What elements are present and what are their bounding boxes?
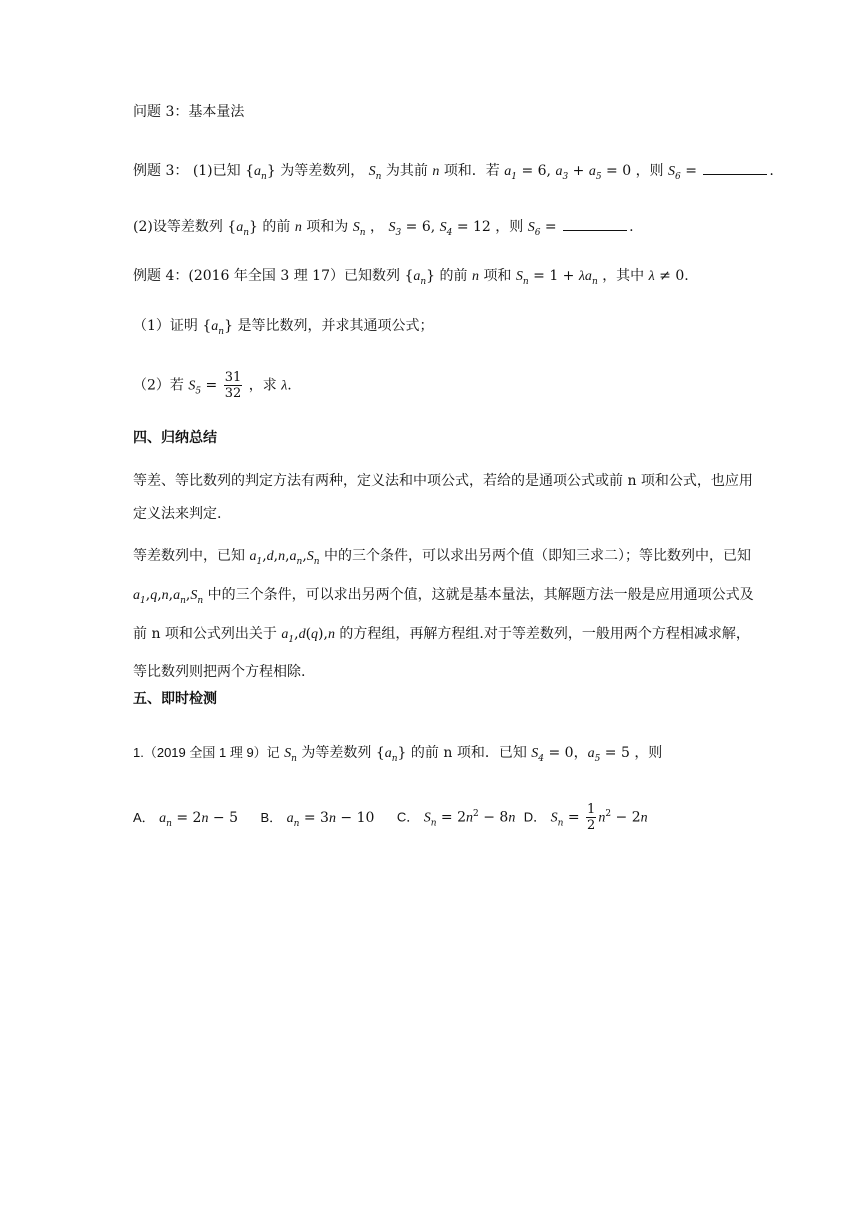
option-a[interactable]: A． $a_n = 2n - 5$	[133, 809, 239, 829]
quiz-options	[133, 802, 666, 833]
example3-part1: 例题 3： (1)已知 $\{a_n\}$ 为等差数列， $S_n$ 为其前 n 项和．若 $a_1 = 6$, $a_3 + a_5 = 0$ ，则 $S_6$ = .	[133, 160, 774, 187]
example4-q1: （1）证明 $\{a_n\}$ 是等比数列，并求其通项公式；	[133, 318, 434, 337]
option-d[interactable]: D． $S_n$ = $\frac{1}{2}$ $n^2 - 2n$	[523, 802, 648, 833]
problem3-heading: 问题 3：基本量法	[133, 104, 245, 120]
option-b[interactable]: B． $a_n = 3n - 10$	[260, 809, 375, 829]
quiz-question-1: 1.（2019 全国 1 理 9）记 $S_n$ 为等差数列 $\{a_n\}$ 的前 n 项和．已知 $S_4 = 0$，$a_5 = 5$ ，则	[133, 745, 663, 764]
fraction: $\frac{31}{32}$	[224, 370, 242, 401]
answer-blank	[703, 160, 767, 175]
example3-part2: (2)设等差数列 $\{a_n\}$ 的前 n 项和为 $S_n$ ， $S_3 = 6$, $S_4 = 12$ ，则 $S_6$ = .	[133, 216, 634, 243]
option-c[interactable]: C． $S_n = 2n^2 - 8n$	[396, 808, 516, 829]
section4-title: 四、归纳总结	[133, 430, 217, 446]
section5-title: 五、即时检测	[133, 691, 217, 707]
fraction: $\frac{1}{2}$	[587, 802, 596, 833]
summary-paragraph-2: 等差数列中，已知 $a_1,d,n,a_n,S_n$ 中的三个条件，可以求出另两个值（即知三求二）；等比数列中，已知 $a_1,q,n,a_n,S_n$ 中的三个条件，可以求出另两个值，这就是基本量法，其解题方法一般是应用通项公式及前 n 项和公式列出关于 $a_1,d(q),n$ 的方程组，再解方程组.对于等差数列，一般用两个方程相减求解，等比数列则把两个方程相除.	[133, 548, 754, 681]
example4: 例题 4：(2016 年全国 3 理 17）已知数列 $\{a_n\}$ 的前 n 项和 $S_n = 1 + \lambda a_n$ ，其中 λ ≠ 0.	[133, 268, 689, 287]
summary-paragraph-1: 等差、等比数列的判定方法有两种，定义法和中项公式，若给的是通项公式或前 n 项和公式，也应用定义法来判定.	[133, 473, 753, 522]
example4-q2: （2）若 $S_5$ = $\frac{31}{32}$ ，求 λ.	[133, 370, 292, 401]
answer-blank	[563, 216, 627, 231]
